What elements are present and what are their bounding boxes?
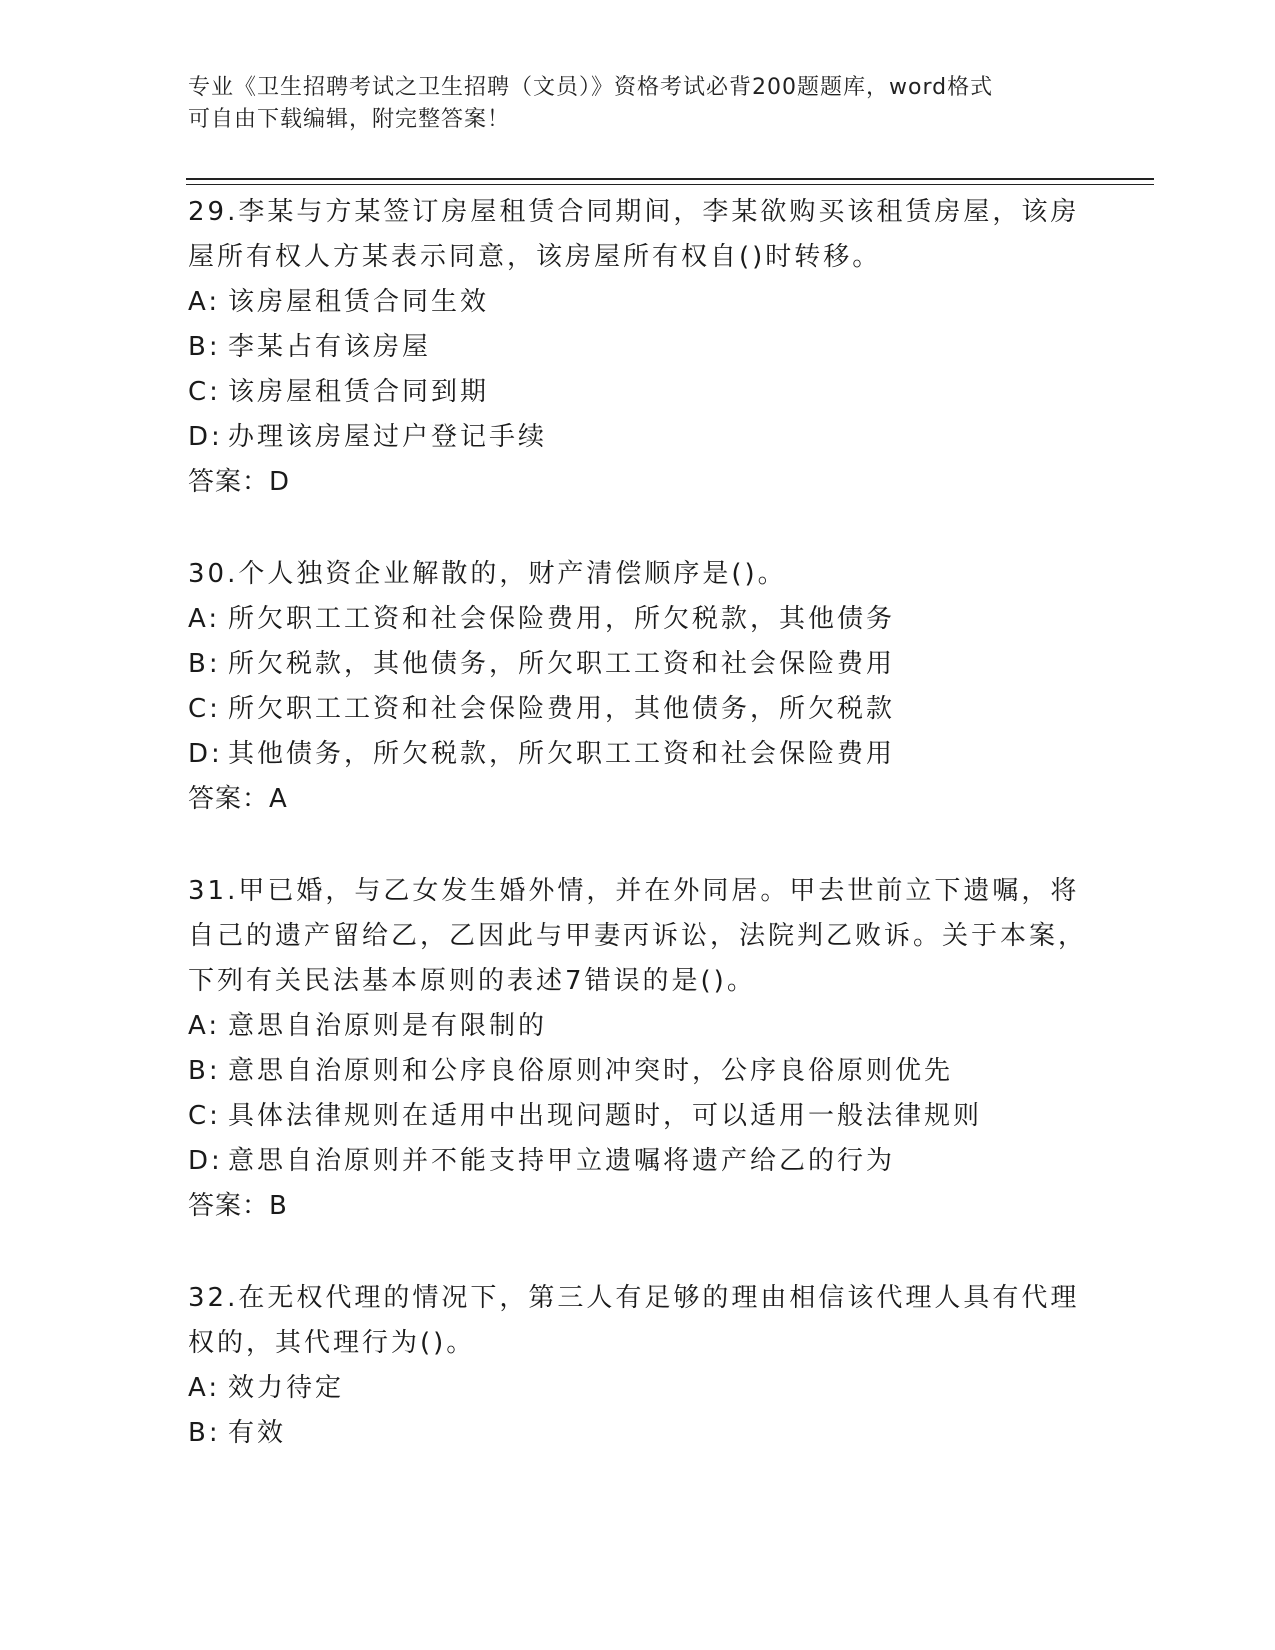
option-key: D: (188, 422, 223, 452)
option-text: 所欠职工工资和社会保险费用，其他债务，所欠税款 (228, 694, 896, 724)
option-text: 其他债务，所欠税款，所欠职工工资和社会保险费用 (228, 739, 896, 769)
answer: 答案：A (188, 784, 288, 814)
option-text: 所欠职工工资和社会保险费用，所欠税款，其他债务 (228, 604, 896, 634)
option-text: 李某占有该房屋 (228, 332, 432, 362)
option-a (188, 1366, 1088, 1411)
option-key: A: (188, 604, 221, 634)
option-b (188, 642, 1088, 687)
option-key: B: (188, 649, 221, 679)
header-line-2: 可自由下载编辑，附完整答案！ (188, 107, 511, 132)
question-text: 31.甲已婚，与乙女发生婚外情，并在外同居。甲去世前立下遗嘱，将自己的遗产留给乙，乙因此与甲妻丙诉讼，法院判乙败诉。关于本案，下列有关民法基本原则的表述7错误的是()。 (188, 876, 1088, 996)
option-a (188, 280, 1088, 325)
option-text: 具体法律规则在适用中出现问题时，可以适用一般法律规则 (228, 1101, 983, 1131)
option-key: A: (188, 287, 221, 317)
option-c (188, 687, 1088, 732)
option-key: C: (188, 377, 221, 407)
option-d (188, 1139, 1088, 1184)
question-text: 29.李某与方某签订房屋租赁合同期间，李某欲购买该租赁房屋，该房屋所有权人方某表示同意，该房屋所有权自()时转移。 (188, 197, 1080, 272)
option-text: 所欠税款，其他债务，所欠职工工资和社会保险费用 (228, 649, 896, 679)
question-30 (188, 552, 1088, 822)
option-text: 效力待定 (228, 1373, 345, 1403)
answer: 答案：B (188, 1191, 288, 1221)
option-text: 该房屋租赁合同到期 (228, 377, 490, 407)
question-text: 30.个人独资企业解散的，财产清偿顺序是()。 (188, 559, 787, 589)
option-c (188, 370, 1088, 415)
option-key: D: (188, 739, 223, 769)
option-text: 意思自治原则和公序良俗原则冲突时，公序良俗原则优先 (228, 1056, 954, 1086)
header-divider-thin (186, 184, 1154, 185)
option-text: 意思自治原则并不能支持甲立遗嘱将遗产给乙的行为 (228, 1146, 896, 1176)
question-list (188, 190, 1088, 1456)
option-key: A: (188, 1373, 221, 1403)
option-key: B: (188, 1418, 221, 1448)
question-spacer (188, 1229, 1088, 1276)
option-key: C: (188, 694, 221, 724)
question-29 (188, 190, 1088, 505)
option-text: 办理该房屋过户登记手续 (228, 422, 548, 452)
option-d (188, 415, 1088, 460)
option-b (188, 1411, 1088, 1456)
option-d (188, 732, 1088, 777)
option-text: 意思自治原则是有限制的 (228, 1011, 548, 1041)
question-32 (188, 1276, 1088, 1456)
header-divider-thick (186, 178, 1154, 180)
answer: 答案：D (188, 467, 291, 497)
header-line-1: 专业《卫生招聘考试之卫生招聘（文员）》资格考试必背200题题库，word格式 (188, 75, 994, 100)
question-31 (188, 869, 1088, 1229)
option-key: B: (188, 332, 221, 362)
question-text: 32.在无权代理的情况下，第三人有足够的理由相信该代理人具有代理权的，其代理行为()。 (188, 1283, 1080, 1358)
option-key: D: (188, 1146, 223, 1176)
question-spacer (188, 822, 1088, 869)
option-text: 该房屋租赁合同生效 (228, 287, 490, 317)
option-b (188, 1049, 1088, 1094)
option-a (188, 1004, 1088, 1049)
option-key: C: (188, 1101, 221, 1131)
option-text: 有效 (228, 1418, 287, 1448)
option-key: B: (188, 1056, 221, 1086)
option-c (188, 1094, 1088, 1139)
option-a (188, 597, 1088, 642)
option-b (188, 325, 1088, 370)
question-spacer (188, 505, 1088, 552)
page-header (188, 72, 1088, 136)
option-key: A: (188, 1011, 221, 1041)
